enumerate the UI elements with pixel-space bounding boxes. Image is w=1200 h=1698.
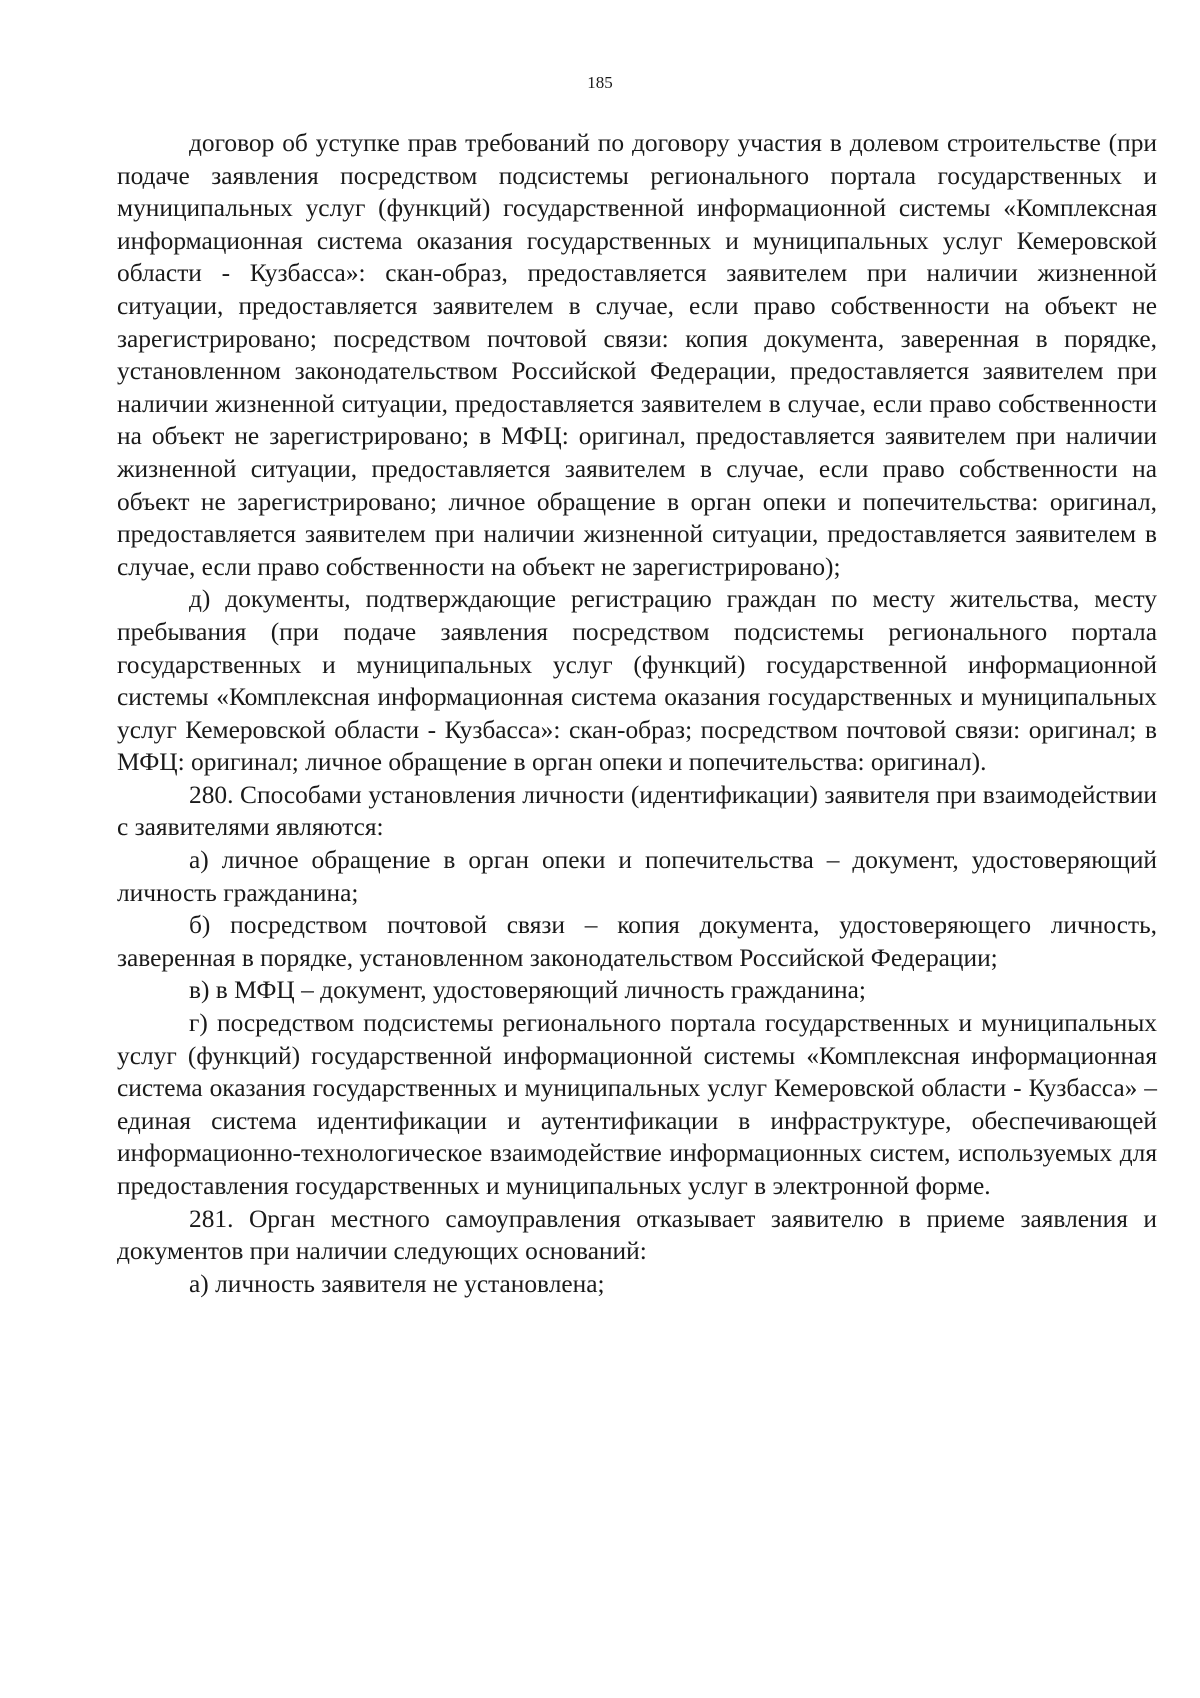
paragraph-item-d-registration-docs: д) документы, подтверждающие регистрацию граждан по месту жительства, месту пребывания (при подаче заявления посредством подсистемы регионального портала государственных и муниципальных услуг (функций) государственной информационной системы «Комплексная информационная система оказания государственных и муниципальных услуг Кемеровской области - Кузбасса»: скан-образ; посредством почтовой связи: оригинал; в МФЦ: оригинал; личное обращение в орган опеки и попечительства: оригинал).	[117, 585, 1157, 777]
paragraph-contract-assignment: договор об уступке прав требований по договору участия в долевом строительстве (при подаче заявления посредством подсистемы регионального портала государственных и муниципальных услуг (функций) государственной информационной системы «Комплексная информационная система оказания государственных и муниципальных услуг Кемеровской области - Кузбасса»: скан-образ, предоставляется заявителем при наличии жизненной ситуации, предоставляется заявителем в случае, если право собственности на объект не зарегистрировано; посредством почтовой связи: копия документа, заверенная в порядке, установленном законодательством Российской Федерации, предоставляется заявителем при наличии жизненной ситуации, предоставляется заявителем в случае, если право собственности на объект не зарегистрировано; в МФЦ: оригинал, предоставляется заявителем при наличии жизненной ситуации, предоставляется заявителем в случае, если право собственности на объект не зарегистрировано; личное обращение в орган опеки и попечительства: оригинал, предоставляется заявителем при наличии жизненной ситуации, предоставляется заявителем в случае, если право собственности на объект не зарегистрировано);	[117, 129, 1157, 581]
paragraph-280-identification-methods: 280. Способами установления личности (идентификации) заявителя при взаимодействии с заявителями являются:	[117, 780, 1157, 842]
document-body	[117, 127, 1157, 1300]
paragraph-280-item-a: а) личное обращение в орган опеки и попечительства – документ, удостоверяющий личность гражданина;	[117, 846, 1157, 907]
paragraph-280-item-g: г) посредством подсистемы регионального портала государственных и муниципальных услуг (функций) государственной информационной системы «Комплексная информационная система оказания государственных и муниципальных услуг Кемеровской области - Кузбасса» – единая система идентификации и аутентификации в инфраструктуре, обеспечивающей информационно-технологическое взаимодействие информационных систем, используемых для предоставления государственных и муниципальных услуг в электронной форме.	[117, 1009, 1157, 1200]
paragraph-280-item-v: в) в МФЦ – документ, удостоверяющий личность гражданина;	[189, 976, 866, 1005]
page-number: 185	[587, 73, 613, 92]
paragraph-280-item-b: б) посредством почтовой связи – копия документа, удостоверяющего личность, заверенная в порядке, установленном законодательством Российской Федерации;	[117, 911, 1157, 972]
paragraph-281-item-a: а) личность заявителя не установлена;	[189, 1269, 605, 1298]
paragraph-281-refusal-grounds: 281. Орган местного самоуправления отказывает заявителю в приеме заявления и документов при наличии следующих оснований:	[117, 1204, 1157, 1266]
